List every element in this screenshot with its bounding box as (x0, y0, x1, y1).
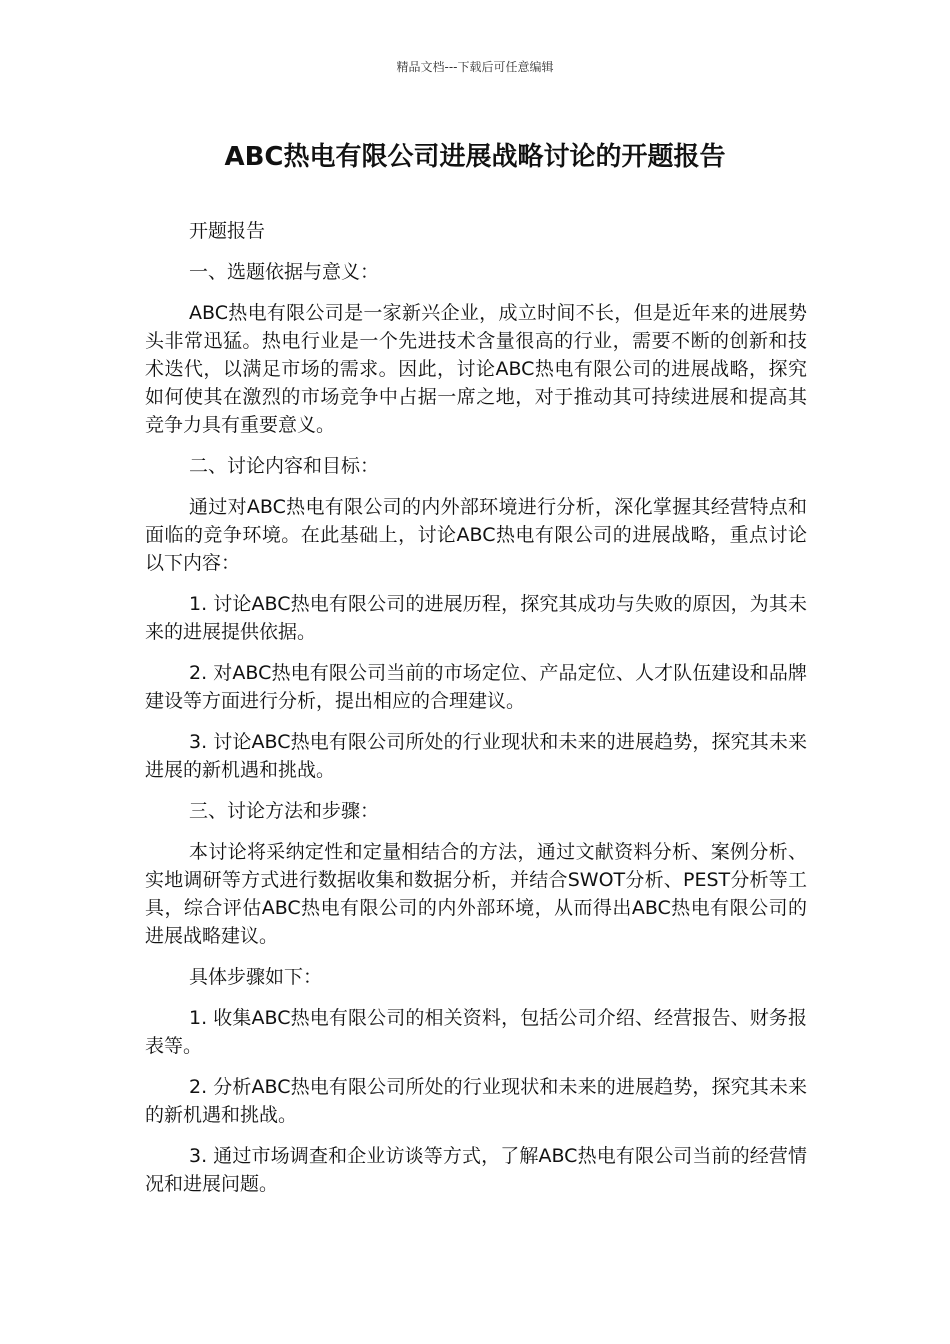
list-item-step-3: 3. 通过市场调查和企业访谈等方式，了解ABC热电有限公司当前的经营情况和进展问题。 (145, 1145, 807, 1195)
paragraph-basis: ABC热电有限公司是一家新兴企业，成立时间不长，但是近年来的进展势头非常迅猛。热电行业是一个先进技术含量很高的行业，需要不断的创新和技术迭代，以满足市场的需求。因此，讨论ABC热电有限公司的进展战略，探究如何使其在激烈的市场竞争中占据一席之地，对于推动其可持续进展和提高其竞争力具有重要意义。 (145, 302, 807, 436)
paragraph-content: 通过对ABC热电有限公司的内外部环境进行分析，深化掌握其经营特点和面临的竞争环境。在此基础上，讨论ABC热电有限公司的进展战略，重点讨论以下内容： (145, 496, 807, 574)
steps-intro: 具体步骤如下： (189, 966, 323, 988)
document-title: ABC热电有限公司进展战略讨论的开题报告 (224, 142, 726, 172)
section-label-proposal: 开题报告 (189, 220, 266, 242)
list-item-content-1: 1. 讨论ABC热电有限公司的进展历程，探究其成功与失败的原因，为其未来的进展提供依据。 (145, 593, 807, 643)
list-item-step-1: 1. 收集ABC热电有限公司的相关资料，包括公司介绍、经营报告、财务报表等。 (145, 1007, 807, 1057)
section-heading-method: 三、讨论方法和步骤： (189, 800, 380, 822)
page-header: 精品文档---下载后可任意编辑 (396, 60, 554, 74)
list-item-step-2: 2. 分析ABC热电有限公司所处的行业现状和未来的进展趋势，探究其未来的新机遇和挑战。 (145, 1076, 807, 1126)
section-heading-basis: 一、选题依据与意义： (189, 261, 380, 283)
list-item-content-2: 2. 对ABC热电有限公司当前的市场定位、产品定位、人才队伍建设和品牌建设等方面进行分析，提出相应的合理建议。 (145, 662, 807, 712)
document-body (145, 217, 807, 1211)
paragraph-method: 本讨论将采纳定性和定量相结合的方法，通过文献资料分析、案例分析、实地调研等方式进行数据收集和数据分析，并结合SWOT分析、PEST分析等工具，综合评估ABC热电有限公司的内外部环境，从而得出ABC热电有限公司的进展战略建议。 (145, 841, 807, 947)
list-item-content-3: 3. 讨论ABC热电有限公司所处的行业现状和未来的进展趋势，探究其未来进展的新机遇和挑战。 (145, 731, 807, 781)
section-heading-content: 二、讨论内容和目标： (189, 455, 380, 477)
